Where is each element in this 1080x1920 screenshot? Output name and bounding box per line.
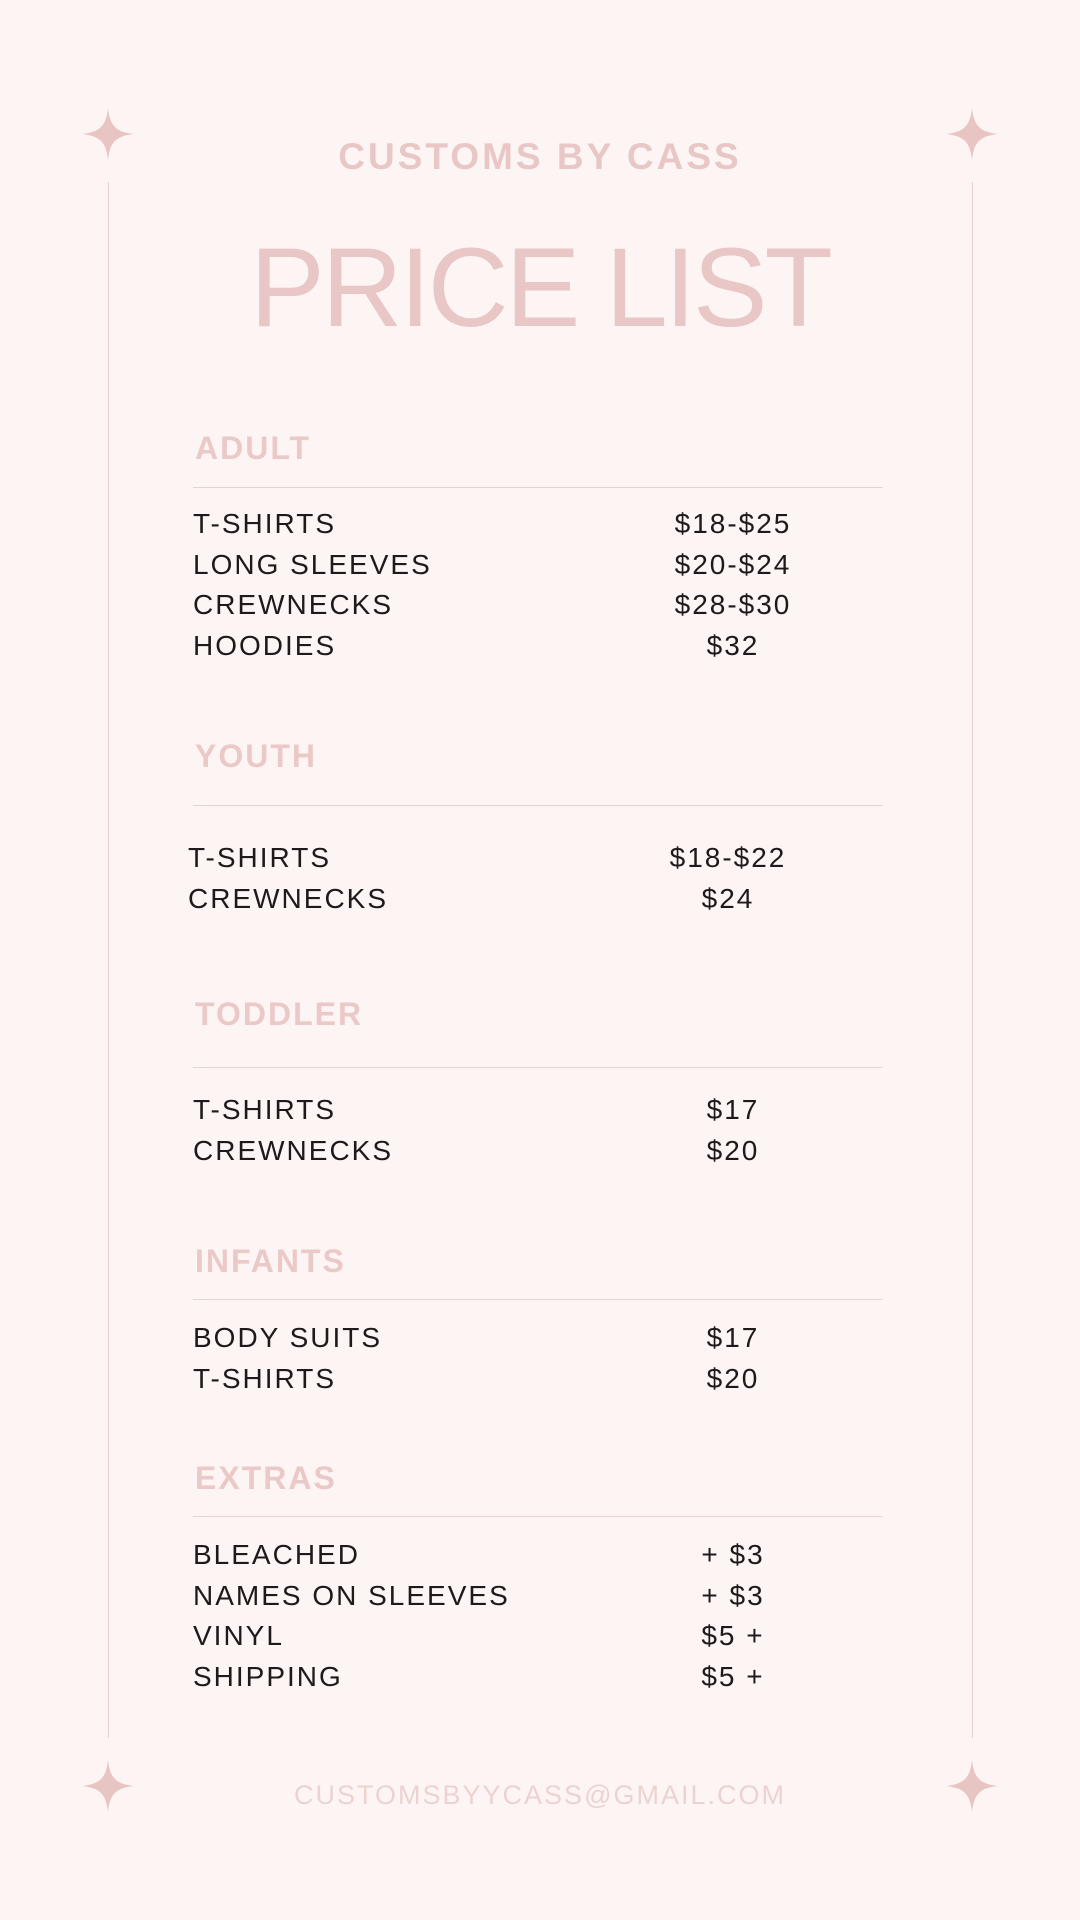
item-price: $17 [706, 1094, 760, 1125]
section-heading: TODDLER [195, 996, 364, 1032]
list-item [193, 1620, 893, 1661]
section-heading: ADULT [195, 430, 312, 466]
item-name: CREWNECKS [188, 882, 389, 914]
item-list [193, 1322, 893, 1403]
item-price: $32 [706, 630, 760, 662]
item-name: VINYL [193, 1620, 284, 1652]
list-item [193, 1322, 893, 1363]
section-heading: INFANTS [195, 1243, 346, 1279]
item-list [193, 1094, 893, 1175]
item-price: $18-$25 [674, 508, 792, 539]
section-divider [193, 1299, 883, 1300]
brand-name: CUSTOMS BY CASS [338, 136, 742, 177]
item-price: $28-$30 [674, 589, 792, 621]
item-name: T-SHIRTS [188, 842, 332, 873]
item-name: CREWNECKS [193, 1134, 394, 1166]
list-item [193, 589, 893, 630]
list-item [193, 1135, 893, 1176]
section-divider [193, 805, 883, 806]
list-item [193, 1580, 893, 1621]
item-price: $24 [701, 882, 755, 914]
list-item [193, 1094, 893, 1135]
item-name: BLEACHED [193, 1539, 360, 1570]
list-item [193, 1539, 893, 1580]
list-item [188, 883, 888, 924]
item-price: $5 + [701, 1661, 765, 1693]
section-divider [193, 487, 883, 488]
page-title: PRICE LIST [250, 225, 830, 350]
section-divider [193, 1516, 883, 1517]
item-price: $20 [706, 1362, 760, 1394]
item-price: $5 + [701, 1620, 765, 1652]
item-name: T-SHIRTS [193, 1362, 337, 1394]
item-price: + $3 [701, 1579, 765, 1611]
item-name: SHIPPING [193, 1661, 343, 1693]
item-list [193, 508, 893, 671]
item-name: BODY SUITS [193, 1322, 383, 1353]
item-price: $20-$24 [674, 548, 792, 580]
list-item [193, 1363, 893, 1404]
section-divider [193, 1067, 883, 1068]
item-price: $17 [706, 1322, 760, 1353]
list-item [188, 842, 888, 883]
left-border-line [108, 182, 109, 1738]
item-name: NAMES ON SLEEVES [193, 1579, 510, 1611]
list-item [193, 549, 893, 590]
item-name: LONG SLEEVES [193, 548, 432, 580]
item-price: $20 [706, 1134, 760, 1166]
item-name: T-SHIRTS [193, 508, 337, 539]
list-item [193, 1661, 893, 1702]
item-list [188, 842, 888, 923]
right-border-line [972, 182, 973, 1738]
section-heading: YOUTH [195, 738, 317, 774]
item-price: $18-$22 [669, 842, 787, 873]
item-list [193, 1539, 893, 1702]
item-name: HOODIES [193, 630, 337, 662]
section-heading: EXTRAS [195, 1460, 337, 1496]
item-name: T-SHIRTS [193, 1094, 337, 1125]
list-item [193, 630, 893, 671]
contact-email: CUSTOMSBYYCASS@GMAIL.COM [294, 1780, 786, 1810]
item-price: + $3 [701, 1539, 765, 1570]
list-item [193, 508, 893, 549]
item-name: CREWNECKS [193, 589, 394, 621]
